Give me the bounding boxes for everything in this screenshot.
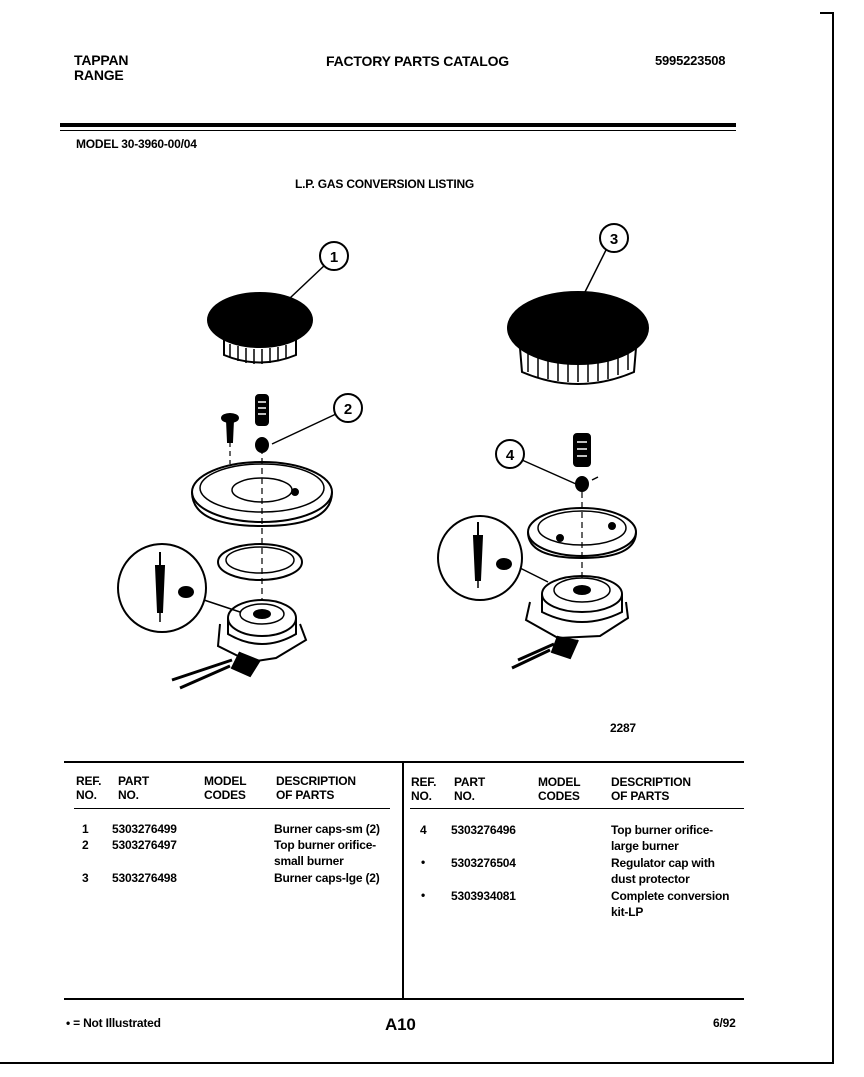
brand-line-1: TAPPAN	[74, 52, 129, 68]
row-part-number: 5303276496	[451, 823, 516, 837]
row-description: Burner caps-lge (2)	[274, 871, 380, 885]
header-desc-left: DESCRIPTION OF PARTS	[276, 774, 356, 802]
callout-2	[334, 394, 362, 422]
row-description: Top burner orifice-	[274, 838, 376, 852]
row-ref: 4	[420, 823, 427, 837]
page-date: 6/92	[713, 1016, 736, 1030]
scan-frame-top	[820, 12, 834, 14]
row-part-number: 5303276497	[112, 838, 177, 852]
scan-frame-right	[832, 12, 834, 1064]
scan-frame-bottom	[0, 1062, 834, 1064]
brand-line-2: RANGE	[74, 67, 124, 83]
brand-name	[74, 53, 128, 83]
orifice-detail-inset	[118, 544, 240, 632]
row-ref: •	[421, 855, 426, 869]
row-part-number: 5303276504	[451, 856, 516, 870]
row-ref: 2	[82, 838, 89, 852]
header-ref-right: REF. NO.	[411, 775, 437, 803]
header-ref-left: REF. NO.	[76, 774, 102, 802]
callout-1	[320, 242, 348, 270]
burner-cap-large	[508, 292, 648, 384]
table-header-rule-left	[74, 808, 390, 809]
row-ref: •	[421, 888, 426, 902]
row-description: Burner caps-sm (2)	[274, 822, 380, 836]
table-bottom-rule	[64, 998, 744, 1000]
model-number: MODEL 30-3960-00/04	[76, 137, 197, 151]
header-rule-thick	[60, 123, 736, 127]
header-desc-right: DESCRIPTION OF PARTS	[611, 775, 691, 803]
header-model-right: MODEL CODES	[538, 775, 581, 803]
row-ref: 3	[82, 871, 89, 885]
page-number: A10	[385, 1015, 416, 1034]
callout-3	[600, 224, 628, 252]
orifice-small	[256, 395, 268, 452]
table-column-divider	[402, 761, 404, 999]
section-title: L.P. GAS CONVERSION LISTING	[295, 177, 475, 191]
header-part-right: PART NO.	[454, 775, 485, 803]
footnote-not-illustrated: • = Not Illustrated	[66, 1016, 161, 1030]
header-part-left: PART NO.	[118, 774, 149, 802]
catalog-number: 5995223508	[655, 53, 726, 68]
orifice-large	[574, 434, 598, 491]
row-description: Top burner orifice-	[611, 823, 713, 837]
row-description-cont: dust protector	[611, 872, 690, 886]
catalog-title: FACTORY PARTS CATALOG	[326, 53, 509, 69]
drawing-number: 2287	[610, 721, 636, 735]
row-part-number: 5303276499	[112, 822, 177, 836]
row-part-number: 5303934081	[451, 889, 516, 903]
header-model-left: MODEL CODES	[204, 774, 247, 802]
callout-4	[496, 440, 524, 468]
callout-1-label: 1	[329, 249, 339, 266]
table-top-rule	[64, 761, 744, 763]
exploded-parts-diagram	[100, 220, 760, 700]
row-part-number: 5303276498	[112, 871, 177, 885]
screw	[222, 414, 238, 442]
gasket-ring	[218, 544, 302, 580]
callout-2-label: 2	[343, 401, 353, 418]
burner-base	[172, 600, 306, 688]
row-description-cont: kit-LP	[611, 905, 644, 919]
table-header-rule-right	[410, 808, 744, 809]
large-burner-base	[512, 576, 628, 668]
row-description-cont: small burner	[274, 854, 344, 868]
row-description-cont: large burner	[611, 839, 679, 853]
burner-cap-small	[208, 293, 312, 364]
row-description: Regulator cap with	[611, 856, 715, 870]
row-description: Complete conversion	[611, 889, 730, 903]
row-ref: 1	[82, 822, 89, 836]
callout-3-label: 3	[609, 231, 619, 248]
callout-4-label: 4	[505, 447, 515, 464]
large-orifice-detail-inset	[438, 516, 548, 600]
header-rule-thin	[60, 130, 736, 131]
